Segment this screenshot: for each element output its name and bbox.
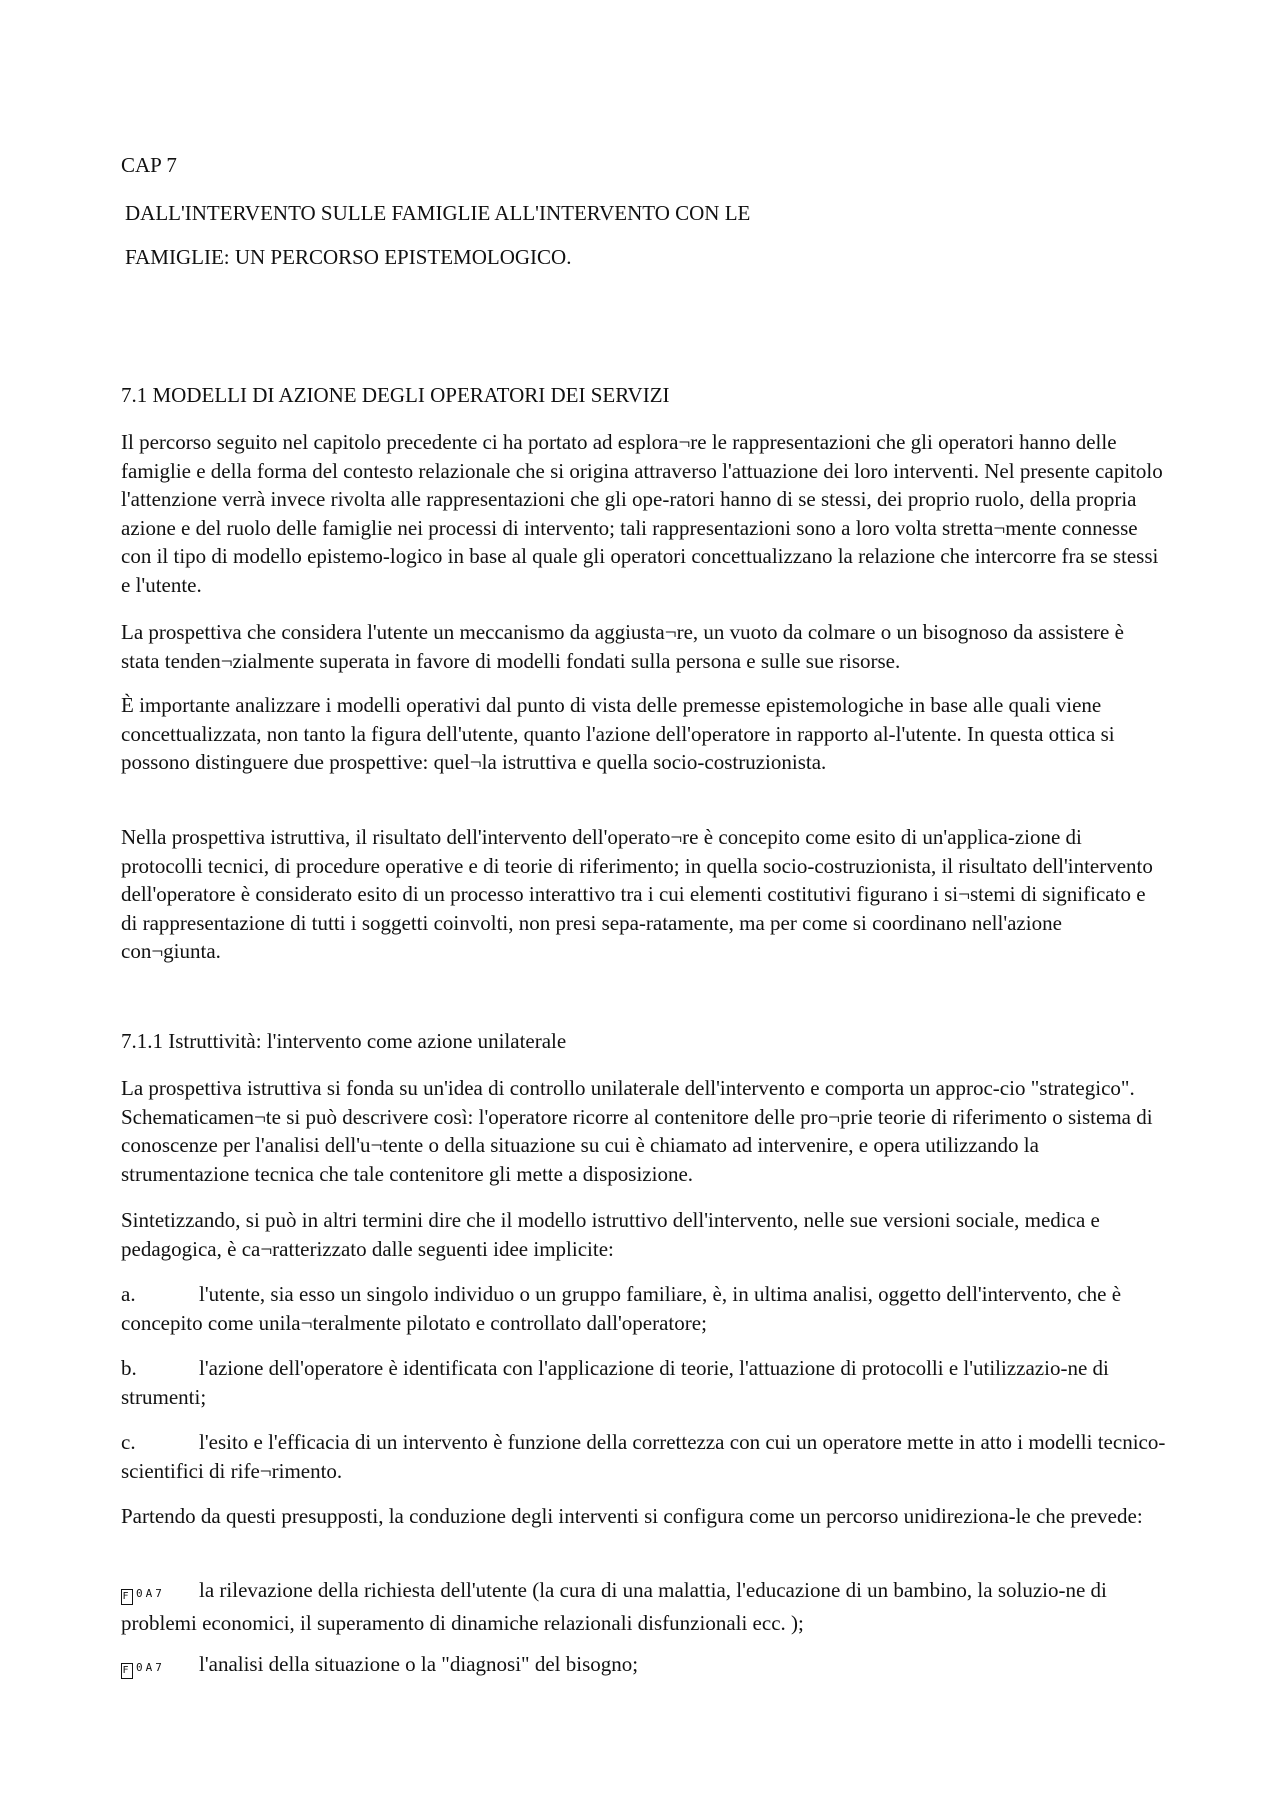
- paragraph: È importante analizzare i modelli operativi dal punto di vista delle premesse epistemologiche in base alle quali viene concettualizzata, non tanto la figura dell'utente, quanto l'azione dell'operatore in rapporto al-l'utente. In questa ottica si possono distinguere due prospettive: quel¬la istruttiva e quella socio-costruzionista.: [121, 693, 1115, 774]
- bullet-text: la rilevazione della richiesta dell'utente (la cura di una malattia, l'educazione di un bambino, la soluzio-ne di problemi economici, il superamento di dinamiche relazionali disfunzionali ecc. );: [121, 1578, 1107, 1635]
- glyph-code-text: 0A7: [136, 1587, 165, 1600]
- list-item: [121, 1354, 1166, 1411]
- paragraph: Nella prospettiva istruttiva, il risultato dell'intervento dell'operato¬re è concepito come esito di un'applica-zione di protocolli tecnici, di procedure operative e di teorie di riferimento; in quella socio-costruzionista, il risultato dell'intervento dell'operatore è considerato esito di un processo interattivo tra i cui elementi costitutivi figurano i si¬stemi di significato e di rappresentazione di tutti i soggetti coinvolti, non presi sepa-ratamente, ma per come si coordinano nell'azione con¬giunta.: [121, 825, 1153, 963]
- bullet-item: [121, 1576, 1166, 1637]
- paragraph: La prospettiva istruttiva si fonda su un'idea di controllo unilaterale dell'intervento e comporta un approc-cio "strategico". Schematicamen¬te si può descrivere così: l'operatore ricorre al contenitore delle pro¬prie teorie di riferimento o sistema di conoscenze per l'analisi dell'u¬tente o della situazione su cui è chiamato ad intervenire, e opera utilizzando la strumentazione tecnica che tale contenitore gli mette a disposizione.: [121, 1076, 1153, 1186]
- list-item: [121, 1428, 1166, 1485]
- paragraph: Sintetizzando, si può in altri termini dire che il modello istruttivo dell'intervento, nelle sue versioni sociale, medica e pedagogica, è ca¬ratterizzato dalle seguenti idee implicite:: [121, 1208, 1100, 1261]
- chapter-title-line-1: DALL'INTERVENTO SULLE FAMIGLIE ALL'INTERVENTO CON LE: [125, 201, 751, 225]
- glyph-code-text: 0A7: [136, 1661, 165, 1674]
- list-item-text: l'azione dell'operatore è identificata con l'applicazione di teorie, l'attuazione di protocolli e l'utilizzazio-ne di strumenti;: [121, 1356, 1109, 1409]
- paragraph: Il percorso seguito nel capitolo precedente ci ha portato ad esplora¬re le rappresentazioni che gli operatori hanno delle famiglie e della forma del contesto relazionale che si origina attraverso l'attuazione dei loro interventi. Nel presente capitolo l'attenzione verrà invece rivolta alle rappresentazioni che gli ope-ratori hanno di se stessi, dei proprio ruolo, della propria azione e del ruolo delle famiglie nei processi di intervento; tali rappresentazioni sono a loro volta stretta¬mente connesse con il tipo di modello epistemo-logico in base al quale gli operatori concettualizzano la relazione che intercorre fra se stessi e l'utente.: [121, 430, 1163, 597]
- section-heading-7-1: 7.1 MODELLI DI AZIONE DEGLI OPERATORI DEI SERVIZI: [121, 383, 670, 407]
- glyph-box: F: [121, 1663, 133, 1679]
- chapter-label: CAP 7: [121, 153, 177, 177]
- list-marker: c.: [121, 1430, 136, 1454]
- list-marker: a.: [121, 1282, 136, 1306]
- list-marker: b.: [121, 1356, 137, 1380]
- section-heading-7-1-1: 7.1.1 Istruttività: l'intervento come azione unilaterale: [121, 1029, 567, 1053]
- chapter-title-line-2: FAMIGLIE: UN PERCORSO EPISTEMOLOGICO.: [125, 245, 572, 269]
- paragraph: Partendo da questi presupposti, la conduzione degli interventi si configura come un percorso unidireziona-le che prevede:: [121, 1504, 1143, 1528]
- missing-glyph-bullet-icon: [121, 1580, 199, 1609]
- bullet-text: l'analisi della situazione o la "diagnosi" del bisogno;: [199, 1652, 639, 1676]
- list-item-text: l'esito e l'efficacia di un intervento è funzione della correttezza con cui un operatore mette in atto i modelli tecnico-scientifici di rife¬rimento.: [121, 1430, 1166, 1483]
- bullet-item: [121, 1650, 1166, 1683]
- list-item: [121, 1280, 1166, 1337]
- list-item-text: l'utente, sia esso un singolo individuo o un gruppo familiare, è, in ultima analisi, oggetto dell'intervento, che è concepito come unila¬teralmente pilotato e controllato dall'operatore;: [121, 1282, 1122, 1335]
- missing-glyph-bullet-icon: [121, 1654, 199, 1683]
- paragraph: La prospettiva che considera l'utente un meccanismo da aggiusta¬re, un vuoto da colmare o un bisognoso da assistere è stata tenden¬zialmente superata in favore di modelli fondati sulla persona e sulle sue risorse.: [121, 620, 1124, 673]
- glyph-box: F: [121, 1589, 133, 1605]
